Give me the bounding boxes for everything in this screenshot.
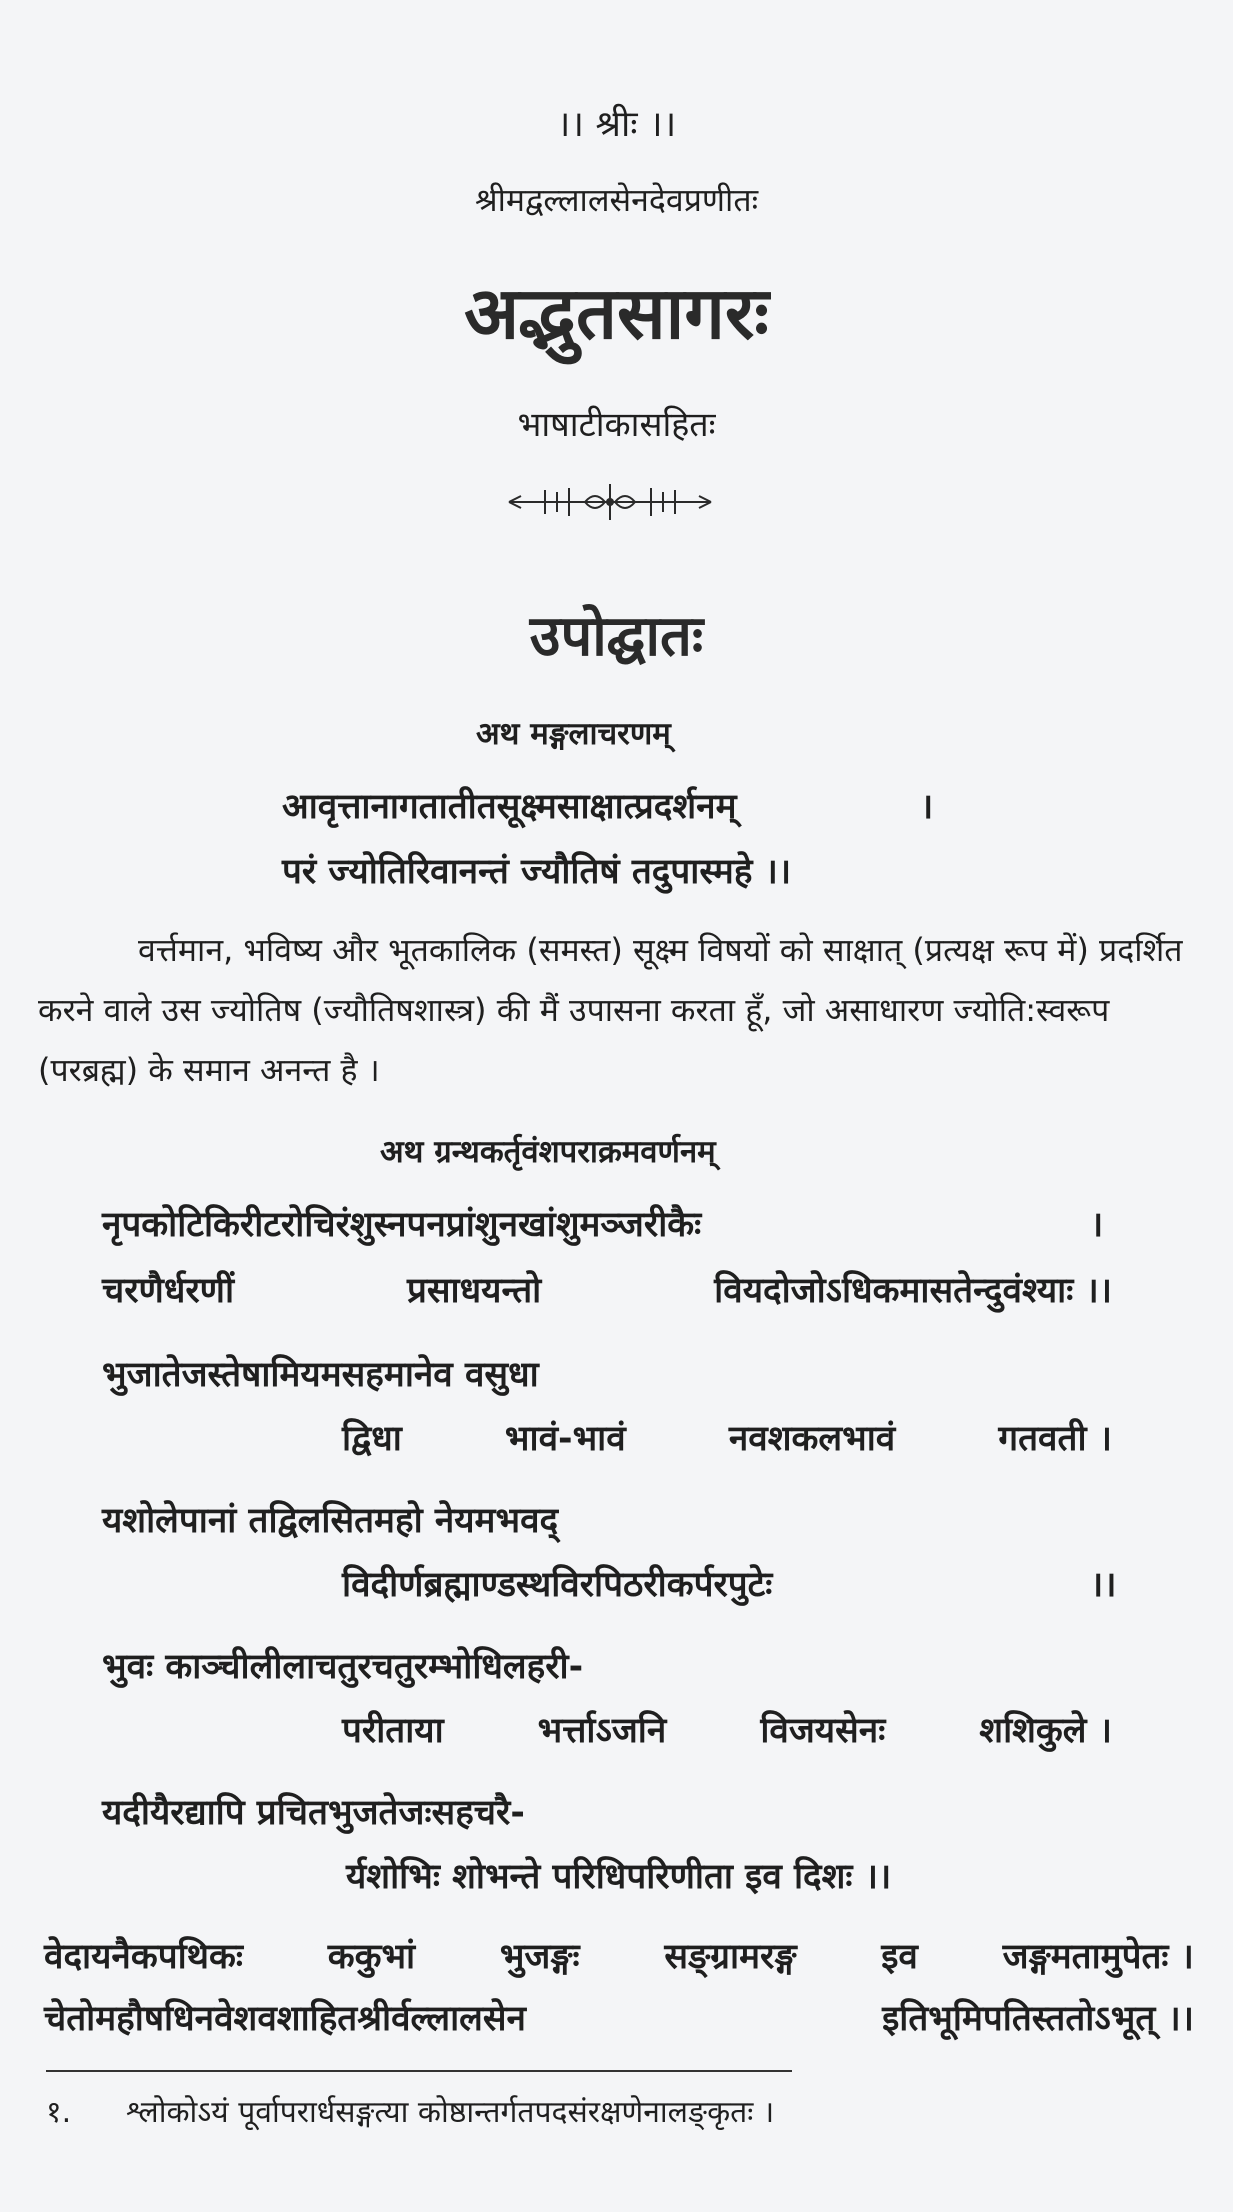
verse2-line1: भुजातेजस्तेषामियमसहमानेव वसुधा: [102, 1355, 539, 1395]
ornament-divider: [505, 480, 715, 524]
verse-word: वियदोजोऽधिकमासतेन्दुवंश्याः ।।: [714, 1271, 1112, 1311]
footnote-number: १.: [46, 2095, 72, 2130]
verse-word: इतिभूमिपतिस्ततोऽभूत् ।।: [882, 1999, 1194, 2039]
verse3-line1: यशोलेपानां तद्विलसितमहो नेयमभवद्: [102, 1501, 559, 1541]
verse-word: भुजङ्गः: [499, 1937, 580, 1977]
verse3-line2: विदीर्णब्रह्माण्डस्थविरपिठरीकर्परपुटेः: [342, 1565, 773, 1605]
verse6-line2: [44, 1994, 1194, 2041]
verse2-line2: [342, 1414, 1112, 1461]
footnote: [46, 2090, 774, 2131]
verse-word: शशिकुले ।: [979, 1711, 1112, 1751]
verse-word: प्रसाधयन्तो: [406, 1271, 542, 1311]
mangala-verse-line1: आवृत्तानागतातीतसूक्ष्मसाक्षात्प्रदर्शनम्: [282, 787, 737, 827]
verse3-line2-danda: ।।: [1090, 1565, 1117, 1605]
verse-word: वेदायनैकपथिकः: [44, 1937, 243, 1977]
verse1-line1-danda: ।: [1090, 1205, 1104, 1245]
verse-word: गतवती ।: [998, 1419, 1112, 1459]
vamsha-heading: अथ ग्रन्थकर्तृवंशपराक्रमवर्णनम्: [380, 1134, 716, 1170]
verse-word: चेतोमहौषधिनवेशवशाहितश्रीर्वल्लालसेन: [44, 1999, 526, 2039]
mangala-translation-text: वर्त्तमान, भविष्य और भूतकालिक (समस्त) सूक्ष्म विषयों को साक्षात् (प्रत्यक्ष रूप में) प्रदर्शित करने वाले उस ज्योतिष (ज्यौतिषशास्त्र) की मैं उपासना करता हूँ, जो असाधारण ज्योति:स्वरूप (परब्रह्म) के समान अनन्त है ।: [38, 931, 1183, 1089]
verse-word: परीताया: [342, 1711, 444, 1751]
invocation-mark: ।। श्रीः ।।: [556, 104, 677, 145]
verse6-line1: [44, 1932, 1194, 1979]
author-line: श्रीमद्वल्लालसेनदेवप्रणीतः: [474, 181, 759, 219]
footnote-text: श्लोकोऽयं पूर्वापरार्धसङ्गत्या कोष्ठान्तर्गतपदसंरक्षणेनालङ्कृतः ।: [126, 2095, 775, 2130]
verse4-line1: भुवः काञ्चीलीलाचतुरचतुरम्भोधिलहरी-: [102, 1647, 584, 1687]
footnote-divider: [46, 2070, 792, 2072]
verse5-line2: र्यशोभिः शोभन्ते परिधिपरिणीता इव दिशः ।।: [346, 1857, 892, 1897]
mangala-translation: [38, 920, 1198, 1100]
verse-word: ककुभां: [327, 1937, 416, 1977]
mangala-verse-line2: परं ज्योतिरिवानन्तं ज्यौतिषं तदुपास्महे ।।: [282, 852, 792, 892]
verse-word: चरणैर्धरणीं: [102, 1271, 235, 1311]
verse-word: सङ्ग्रामरङ्ग: [664, 1937, 797, 1977]
verse-word: जङ्गमतामुपेतः ।: [1002, 1937, 1194, 1977]
verse5-line1: यदीयैरद्यापि प्रचितभुजतेजःसहचरै-: [102, 1793, 525, 1833]
book-subtitle: भाषाटीकासहितः: [517, 405, 716, 445]
verse-word: भावं-भावं: [504, 1419, 626, 1459]
mangala-heading: अथ मङ्गलाचरणम्: [476, 716, 671, 752]
verse-word: विजयसेनः: [760, 1711, 886, 1751]
verse-word: द्विधा: [342, 1419, 402, 1459]
book-title: अद्भुतसागरः: [464, 271, 769, 355]
section-title: उपोद्घातः: [529, 604, 704, 669]
verse-word: भर्त्ताऽजनि: [537, 1711, 667, 1751]
verse1-line1: नृपकोटिकिरीटरोचिरंशुस्नपनप्रांशुनखांशुमञ्जरीकैः: [102, 1205, 702, 1245]
verse-word: इव: [881, 1937, 918, 1977]
verse1-line2: [102, 1266, 1112, 1313]
mangala-verse-line1-danda: ।: [920, 787, 934, 827]
verse-word: नवशकलभावं: [728, 1419, 896, 1459]
verse4-line2: [342, 1706, 1112, 1753]
